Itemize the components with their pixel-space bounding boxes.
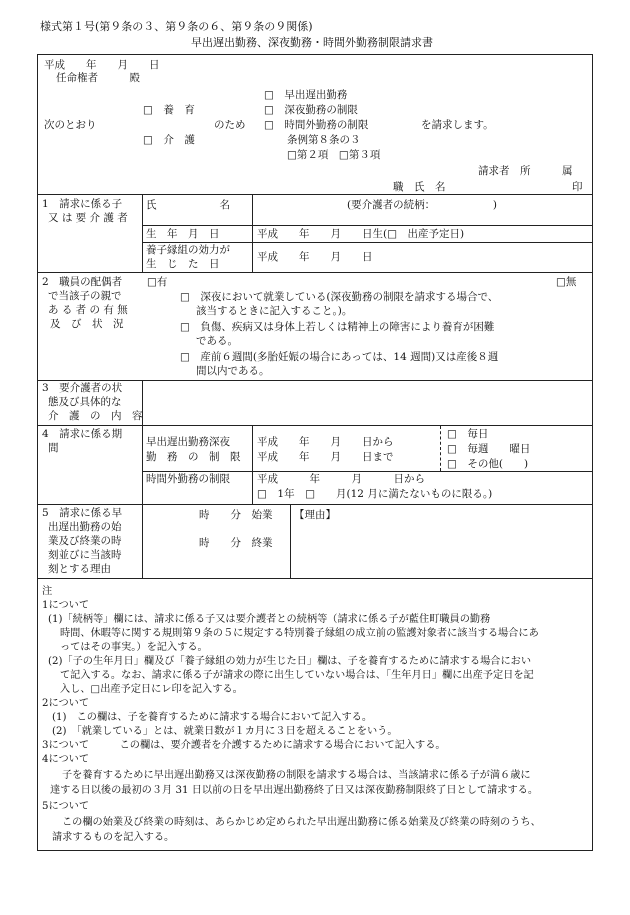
spouse-status-line: □ 深夜において就業している(深夜勤務の制限を請求する場合で、 — [180, 291, 499, 303]
form-number: 様式第１号(第９条の３、第９条の６、第９条の９関係) — [40, 20, 313, 33]
spouse-status-line: 間以内である。 — [196, 365, 270, 377]
row5-label: 業及び終業の時 — [48, 535, 122, 547]
note-line: 2について — [42, 698, 90, 709]
col-divider — [142, 194, 143, 272]
row5-label: 出遅出勤務の始 — [48, 521, 122, 533]
note-line: 4について — [42, 754, 90, 765]
note-line: 1について — [42, 600, 90, 611]
note-line: 入し、□出産予定日にレ印を記入する。 — [60, 684, 243, 695]
row-divider — [37, 194, 593, 195]
row4-label: 間 — [48, 442, 59, 454]
row-divider — [142, 471, 592, 472]
end-time: 時 分 終業 — [199, 537, 273, 549]
note-line: 5について — [42, 801, 90, 812]
early-late-label: 早出遅出勤務深夜 — [146, 436, 230, 448]
col-divider — [252, 425, 253, 504]
note-line: ってはその事実。）を記入する。 — [60, 642, 208, 653]
row5-label: 刻とする理由 — [48, 563, 111, 575]
row-divider — [142, 242, 592, 243]
row1-label: 1 請求に係る子 — [42, 198, 123, 210]
row-divider — [142, 225, 592, 226]
row-divider — [37, 272, 593, 273]
frame-top — [37, 54, 593, 55]
row2-label: あ る 者 の 有 無 — [48, 304, 128, 316]
option-overtime-limit: □ 時間外勤務の制限 — [264, 119, 369, 131]
ordinance-article: 条例第８条の３ — [287, 134, 361, 146]
row5-label: 刻並びに当該時 — [48, 549, 122, 561]
recipient: 任命権者 殿 — [56, 72, 140, 84]
note-line: 3について この欄は、要介護者を介護するために請求する場合において記入する。 — [42, 740, 446, 751]
reason-label: 【理由】 — [294, 509, 336, 521]
row-divider — [37, 504, 593, 505]
row5-label: 5 請求に係る早 — [42, 507, 123, 519]
adoption-value: 平成 年 月 日 — [257, 251, 373, 263]
note-line: (2)「子の生年月日」欄及び「養子縁組の効力が生じた日」欄は、子を養育するために請求する場合におい — [48, 656, 532, 667]
requester-office: 請求者 所 属 — [478, 165, 573, 177]
row2-label: で当該子の親で — [48, 290, 122, 302]
row1-label: 又 は 要 介 護 者 — [48, 212, 128, 224]
relation-field: (要介護者の続柄： ) — [347, 199, 497, 211]
pattern-other: □ その他( ) — [447, 458, 529, 470]
overtime-label: 時間外勤務の制限 — [146, 473, 230, 485]
early-late-label: 勤 務 の 制 限 — [146, 451, 241, 463]
row-divider — [37, 380, 593, 381]
period-until: 平成 年 月 日まで — [257, 451, 394, 463]
seal-mark: 印 — [572, 181, 583, 193]
note-line: (1)「続柄等」欄には、請求に係る子又は要介護者との続柄等（請求に係る子が藍住町職員の勤務 — [48, 614, 491, 625]
row-divider — [37, 425, 593, 426]
note-line: 時間、休暇等に関する規則第９条の５に規定する特別養子縁組の成立前の監護対象者に該当する場合にあ — [60, 628, 539, 639]
purpose-care: □ 介 護 — [143, 134, 195, 146]
form-title: 早出遅出勤務、深夜勤務・時間外勤務制限請求書 — [191, 36, 433, 49]
period-from: 平成 年 月 日から — [257, 436, 394, 448]
col-divider — [252, 194, 253, 272]
name-label: 氏 名 — [146, 199, 230, 211]
note-line: この欄の始業及び終業の時刻は、あらかじめ定められた早出遅出勤務に係る始業及び終業の時刻のうち、 — [62, 817, 541, 828]
intro-for: のため — [214, 119, 246, 131]
requester-name: 職 氏 名 — [393, 181, 446, 193]
row2-label: 及 び 状 況 — [50, 318, 124, 330]
col-divider — [142, 425, 143, 578]
frame-bottom — [37, 850, 593, 851]
start-time: 時 分 始業 — [199, 509, 273, 521]
frame-right — [592, 54, 593, 850]
pattern-weekly: □ 毎週 曜日 — [447, 443, 531, 455]
spouse-status-line: 該当するときに記入すること。)。 — [196, 305, 353, 317]
row3-label: 介 護 の 内 容 — [48, 410, 143, 422]
spouse-status-line: □ 産前６週間(多胎妊娠の場合にあっては、14 週間)又は産後８週 — [180, 351, 499, 363]
pattern-daily: □ 毎日 — [447, 428, 489, 440]
adoption-label: 生 じ た 日 — [146, 258, 220, 270]
overtime-period: □ 1年 □ 月(12 月に満たないものに限る。) — [257, 488, 493, 500]
note-line: 請求するものを記入する。 — [52, 832, 175, 843]
request-date: 平成 年 月 日 — [44, 59, 160, 71]
intro-lead: 次のとおり — [44, 119, 97, 131]
note-line: 子を養育するために早出遅出勤務又は深夜勤務の制限を請求する場合は、当該請求に係る子が満６歳に — [62, 770, 531, 781]
dob-value: 平成 年 月 日生(□ 出産予定日) — [257, 228, 465, 240]
frame-left — [37, 54, 38, 850]
notes-heading: 注 — [42, 586, 53, 597]
purpose-raise: □ 養 育 — [143, 104, 195, 116]
note-line: (2) 「就業している」とは、就業日数が１カ月に３日を超えることをいう。 — [52, 726, 398, 737]
note-line: 達する日以後の最初の３月 31 日以前の日を早出遅出勤務終了日又は深夜勤務制限終了日として請求する。 — [50, 785, 539, 796]
row-divider — [37, 578, 593, 579]
dob-label: 生 年 月 日 — [146, 228, 220, 240]
row3-label: 3 要介護者の状 — [42, 382, 123, 394]
note-line: (1) この欄は、子を養育するために請求する場合において記入する。 — [52, 712, 373, 723]
row2-label: 2 職員の配偶者 — [42, 276, 123, 288]
option-early-late: □ 早出遅出勤務 — [264, 89, 348, 101]
spouse-no: □無 — [556, 276, 577, 288]
overtime-from: 平成 年 月 日から — [257, 473, 425, 485]
adoption-label: 養子縁組の効力が — [146, 244, 230, 256]
option-night-limit: □ 深夜勤務の制限 — [264, 104, 358, 116]
spouse-status-line: である。 — [196, 335, 238, 347]
note-line: て記入する。なお、請求に係る子が請求の際に出生していない場合は、「生年月日」欄に出産予定日を記 — [60, 670, 534, 681]
col-divider — [290, 504, 291, 578]
row4-label: 4 請求に係る期 — [42, 428, 123, 440]
dashed-divider — [440, 426, 441, 471]
intro-request: を請求します。 — [421, 119, 494, 131]
spouse-status-line: □ 負傷、疾病又は身体上若しくは精神上の障害により養育が困難 — [180, 321, 495, 333]
spouse-yes: □有 — [147, 276, 168, 288]
row3-label: 態及び具体的な — [48, 396, 122, 408]
ordinance-clauses: □第２項 □第３項 — [287, 149, 381, 161]
